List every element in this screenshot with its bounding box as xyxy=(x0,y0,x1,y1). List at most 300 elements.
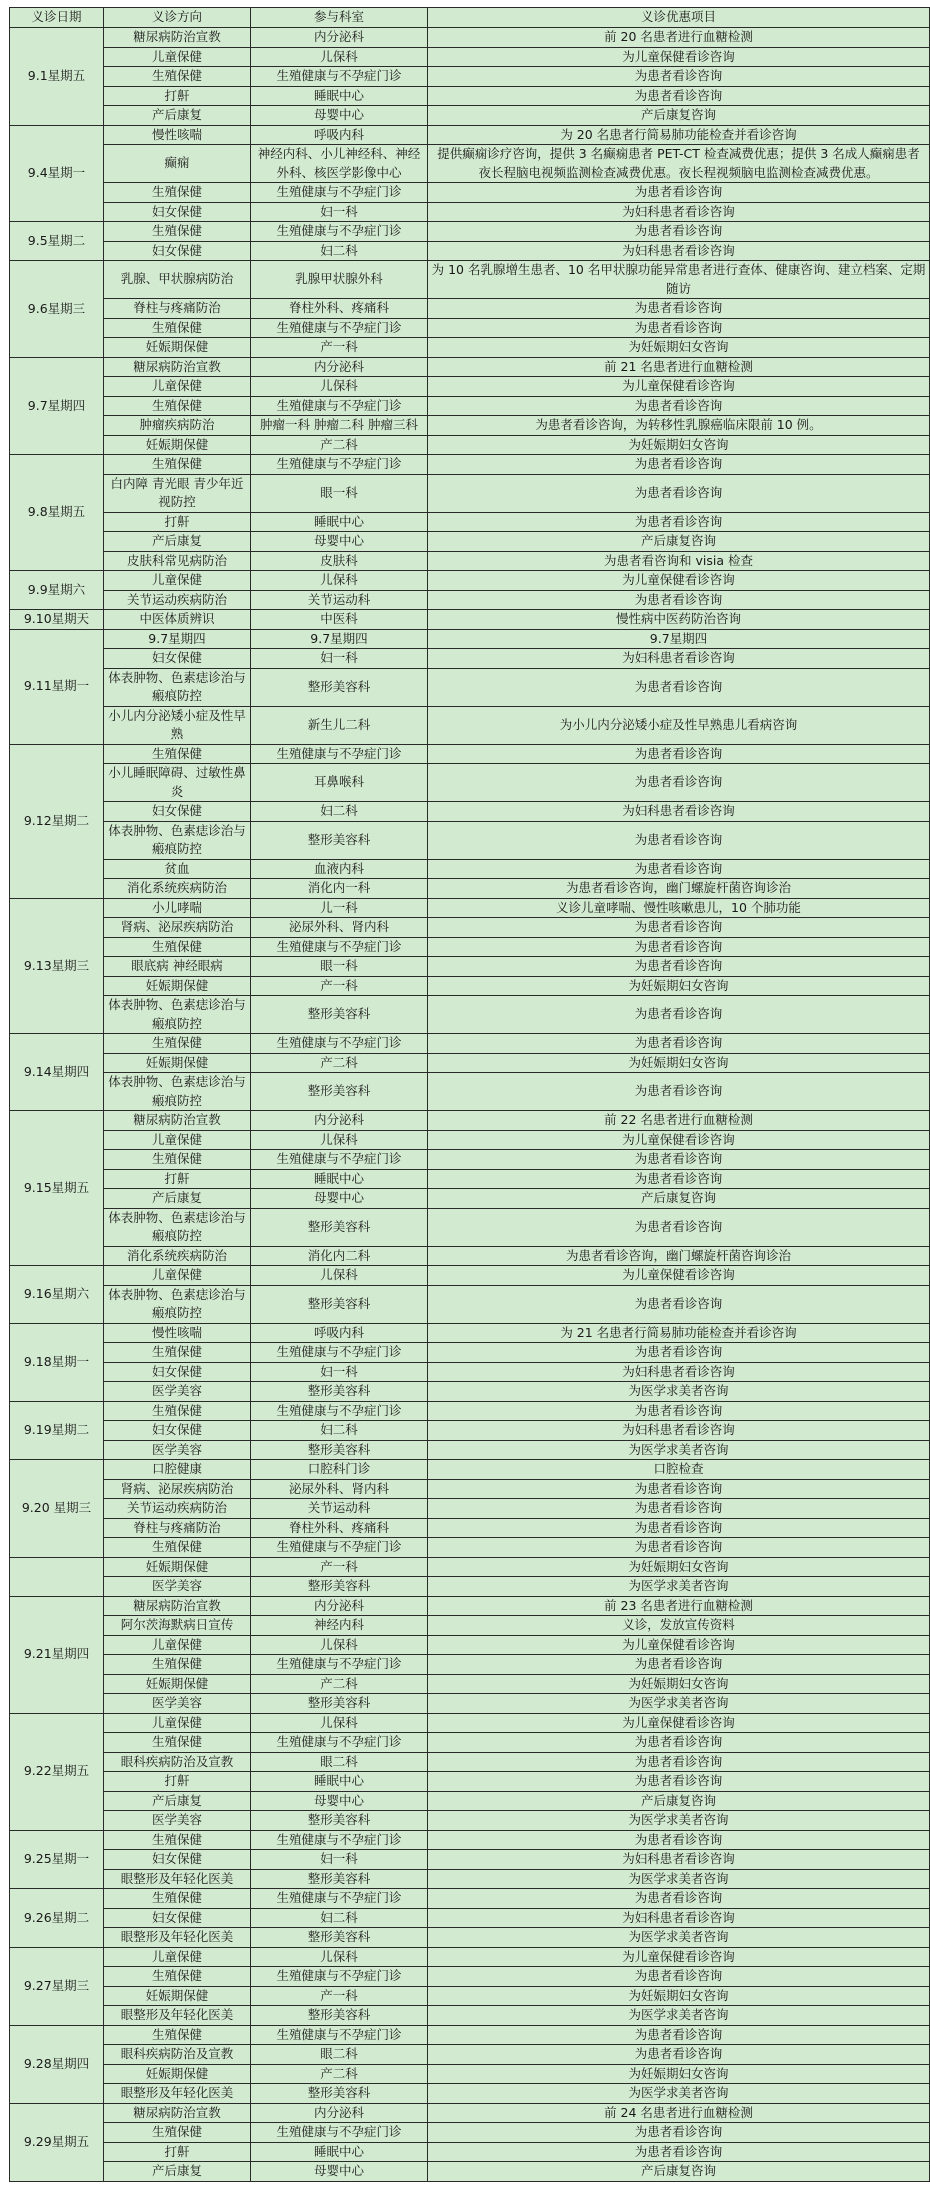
table-row xyxy=(10,2006,930,2026)
date-cell: 9.13星期三 xyxy=(10,898,104,1034)
table-row xyxy=(10,1752,930,1772)
offer-cell: 为妊娠期妇女咨询 xyxy=(428,1986,930,2006)
offer-cell: 为患者看诊咨询，幽门螺旋杆菌咨询诊治 xyxy=(428,879,930,899)
direction-cell: 产后康复 xyxy=(104,532,251,552)
table-row xyxy=(10,1285,930,1323)
direction-cell: 生殖保健 xyxy=(104,1733,251,1753)
table-row xyxy=(10,1596,930,1616)
offer-cell: 为患者看诊咨询 xyxy=(428,821,930,859)
department-cell: 泌尿外科、肾内科 xyxy=(251,918,428,938)
department-cell: 消化内二科 xyxy=(251,1246,428,1266)
offer-cell: 口腔检查 xyxy=(428,1460,930,1480)
department-cell: 整形美容科 xyxy=(251,668,428,706)
direction-cell: 医学美容 xyxy=(104,1440,251,1460)
offer-cell: 为医学求美者咨询 xyxy=(428,1382,930,1402)
offer-cell: 为患者看诊咨询 xyxy=(428,2142,930,2162)
offer-cell: 为患者看诊咨询 xyxy=(428,512,930,532)
department-cell: 母婴中心 xyxy=(251,1791,428,1811)
table-row xyxy=(10,338,930,358)
table-row xyxy=(10,1557,930,1577)
date-cell: 9.7星期四 xyxy=(10,357,104,455)
offer-cell: 为医学求美者咨询 xyxy=(428,1869,930,1889)
table-row xyxy=(10,455,930,475)
department-cell: 内分泌科 xyxy=(251,1596,428,1616)
header-date: 义诊日期 xyxy=(10,8,104,28)
table-row xyxy=(10,1323,930,1343)
direction-cell: 消化系统疾病防治 xyxy=(104,879,251,899)
table-row xyxy=(10,1111,930,1131)
department-cell: 睡眠中心 xyxy=(251,2142,428,2162)
offer-cell: 为妇科患者看诊咨询 xyxy=(428,1362,930,1382)
table-row xyxy=(10,28,930,48)
table-row xyxy=(10,976,930,996)
direction-cell: 体表肿物、色素痣诊治与瘢痕防控 xyxy=(104,1285,251,1323)
offer-cell: 为妊娠期妇女咨询 xyxy=(428,1053,930,1073)
department-cell: 整形美容科 xyxy=(251,1208,428,1246)
offer-cell: 义诊，发放宣传资料 xyxy=(428,1616,930,1636)
department-cell: 产一科 xyxy=(251,1557,428,1577)
table-row xyxy=(10,2025,930,2045)
direction-cell: 生殖保健 xyxy=(104,1401,251,1421)
direction-cell: 打鼾 xyxy=(104,512,251,532)
table-row xyxy=(10,1577,930,1597)
table-row xyxy=(10,299,930,319)
offer-cell: 产后康复咨询 xyxy=(428,2162,930,2182)
direction-cell: 儿童保健 xyxy=(104,1266,251,1286)
offer-cell: 9.7星期四 xyxy=(428,629,930,649)
department-cell: 皮肤科 xyxy=(251,551,428,571)
direction-cell: 打鼾 xyxy=(104,1772,251,1792)
department-cell: 产二科 xyxy=(251,1674,428,1694)
department-cell: 睡眠中心 xyxy=(251,1772,428,1792)
department-cell: 耳鼻喉科 xyxy=(251,764,428,802)
department-cell: 关节运动科 xyxy=(251,1499,428,1519)
department-cell: 产一科 xyxy=(251,976,428,996)
direction-cell: 打鼾 xyxy=(104,86,251,106)
offer-cell: 为患者看诊咨询 xyxy=(428,1401,930,1421)
offer-cell: 前 20 名患者进行血糖检测 xyxy=(428,28,930,48)
offer-cell: 为患者看诊咨询 xyxy=(428,1479,930,1499)
table-row xyxy=(10,318,930,338)
table-row xyxy=(10,1967,930,1987)
offer-cell: 为患者看诊咨询 xyxy=(428,1752,930,1772)
direction-cell: 小儿睡眠障碍、过敏性鼻炎 xyxy=(104,764,251,802)
date-cell: 9.9星期六 xyxy=(10,571,104,610)
table-row xyxy=(10,1266,930,1286)
department-cell: 生殖健康与不孕症门诊 xyxy=(251,183,428,203)
table-row xyxy=(10,802,930,822)
direction-cell: 肿瘤疾病防治 xyxy=(104,416,251,436)
department-cell: 9.7星期四 xyxy=(251,629,428,649)
department-cell: 关节运动科 xyxy=(251,590,428,610)
table-header-row xyxy=(10,8,930,28)
direction-cell: 儿童保健 xyxy=(104,1635,251,1655)
direction-cell: 白内障 青光眼 青少年近视防控 xyxy=(104,474,251,512)
direction-cell: 儿童保健 xyxy=(104,571,251,591)
date-cell: 9.21星期四 xyxy=(10,1596,104,1713)
department-cell: 脊柱外科、疼痛科 xyxy=(251,299,428,319)
date-cell: 9.4星期一 xyxy=(10,125,104,222)
table-row xyxy=(10,241,930,261)
offer-cell: 为妊娠期妇女咨询 xyxy=(428,1557,930,1577)
table-row xyxy=(10,396,930,416)
table-row xyxy=(10,1830,930,1850)
direction-cell: 打鼾 xyxy=(104,2142,251,2162)
offer-cell: 为妇科患者看诊咨询 xyxy=(428,241,930,261)
table-row xyxy=(10,571,930,591)
department-cell: 妇一科 xyxy=(251,1850,428,1870)
offer-cell: 为患者看诊咨询 xyxy=(428,1169,930,1189)
offer-cell: 为患者看诊咨询 xyxy=(428,1733,930,1753)
department-cell: 生殖健康与不孕症门诊 xyxy=(251,1655,428,1675)
department-cell: 儿保科 xyxy=(251,1947,428,1967)
direction-cell: 妊娠期保健 xyxy=(104,1557,251,1577)
direction-cell: 生殖保健 xyxy=(104,1150,251,1170)
direction-cell: 生殖保健 xyxy=(104,222,251,242)
direction-cell: 打鼾 xyxy=(104,1169,251,1189)
department-cell: 肿瘤一科 肿瘤二科 肿瘤三科 xyxy=(251,416,428,436)
department-cell: 生殖健康与不孕症门诊 xyxy=(251,2025,428,2045)
direction-cell: 产后康复 xyxy=(104,106,251,126)
department-cell: 生殖健康与不孕症门诊 xyxy=(251,1538,428,1558)
offer-cell: 为妊娠期妇女咨询 xyxy=(428,976,930,996)
date-cell: 9.1星期五 xyxy=(10,28,104,126)
table-row xyxy=(10,2045,930,2065)
table-row xyxy=(10,706,930,744)
table-row xyxy=(10,47,930,67)
offer-cell: 为妊娠期妇女咨询 xyxy=(428,2064,930,2084)
date-cell: 9.29星期五 xyxy=(10,2103,104,2181)
table-row xyxy=(10,222,930,242)
offer-cell: 为患者看诊咨询 xyxy=(428,1538,930,1558)
offer-cell: 为患者看诊咨询 xyxy=(428,1889,930,1909)
offer-cell: 为儿童保健看诊咨询 xyxy=(428,47,930,67)
direction-cell: 生殖保健 xyxy=(104,67,251,87)
offer-cell: 慢性病中医药防治咨询 xyxy=(428,610,930,630)
direction-cell: 消化系统疾病防治 xyxy=(104,1246,251,1266)
offer-cell: 为患者看诊咨询 xyxy=(428,183,930,203)
department-cell: 母婴中心 xyxy=(251,532,428,552)
department-cell: 生殖健康与不孕症门诊 xyxy=(251,396,428,416)
offer-cell: 为儿童保健看诊咨询 xyxy=(428,377,930,397)
department-cell: 儿保科 xyxy=(251,1635,428,1655)
offer-cell: 为儿童保健看诊咨询 xyxy=(428,571,930,591)
table-row xyxy=(10,590,930,610)
department-cell: 产二科 xyxy=(251,2064,428,2084)
offer-cell: 为患者看诊咨询 xyxy=(428,455,930,475)
department-cell: 呼吸内科 xyxy=(251,125,428,145)
offer-cell: 为患者看诊咨询 xyxy=(428,1208,930,1246)
offer-cell: 为患者看诊咨询 xyxy=(428,859,930,879)
department-cell: 泌尿外科、肾内科 xyxy=(251,1479,428,1499)
direction-cell: 妊娠期保健 xyxy=(104,435,251,455)
department-cell: 母婴中心 xyxy=(251,1189,428,1209)
department-cell: 儿保科 xyxy=(251,571,428,591)
table-row xyxy=(10,1889,930,1909)
date-cell: 9.19星期二 xyxy=(10,1401,104,1460)
table-row xyxy=(10,261,930,299)
direction-cell: 糖尿病防治宣教 xyxy=(104,28,251,48)
offer-cell: 提供癫痫诊疗咨询，提供 3 名癫痫患者 PET-CT 检查减费优惠；提供 3 名成人癫痫患者夜长程脑电视频监测检查减费优惠。夜长程视频脑电监测检查减费优惠。 xyxy=(428,145,930,183)
offer-cell: 为小儿内分泌矮小症及性早熟患儿看病咨询 xyxy=(428,706,930,744)
date-cell: 9.20 星期三 xyxy=(10,1460,104,1558)
table-row xyxy=(10,1811,930,1831)
direction-cell: 医学美容 xyxy=(104,1382,251,1402)
direction-cell: 儿童保健 xyxy=(104,1713,251,1733)
offer-cell: 为妇科患者看诊咨询 xyxy=(428,802,930,822)
direction-cell: 产后康复 xyxy=(104,2162,251,2182)
direction-cell: 医学美容 xyxy=(104,1694,251,1714)
table-row xyxy=(10,668,930,706)
table-row xyxy=(10,1073,930,1111)
department-cell: 生殖健康与不孕症门诊 xyxy=(251,1401,428,1421)
direction-cell: 儿童保健 xyxy=(104,377,251,397)
table-row xyxy=(10,1208,930,1246)
direction-cell: 妊娠期保健 xyxy=(104,1674,251,1694)
department-cell: 整形美容科 xyxy=(251,821,428,859)
offer-cell: 为患者看诊咨询 xyxy=(428,590,930,610)
direction-cell: 儿童保健 xyxy=(104,1947,251,1967)
table-row xyxy=(10,996,930,1034)
direction-cell: 生殖保健 xyxy=(104,396,251,416)
table-row xyxy=(10,898,930,918)
header-direction: 义诊方向 xyxy=(104,8,251,28)
department-cell: 生殖健康与不孕症门诊 xyxy=(251,318,428,338)
direction-cell: 妇女保健 xyxy=(104,649,251,669)
table-row xyxy=(10,1908,930,1928)
department-cell: 整形美容科 xyxy=(251,996,428,1034)
department-cell: 睡眠中心 xyxy=(251,512,428,532)
offer-cell: 为患者看诊咨询 xyxy=(428,957,930,977)
offer-cell: 为医学求美者咨询 xyxy=(428,1694,930,1714)
department-cell: 生殖健康与不孕症门诊 xyxy=(251,67,428,87)
offer-cell: 为患者看诊咨询 xyxy=(428,1343,930,1363)
direction-cell: 生殖保健 xyxy=(104,1655,251,1675)
direction-cell: 癫痫 xyxy=(104,145,251,183)
direction-cell: 中医体质辨识 xyxy=(104,610,251,630)
offer-cell: 为患者看诊咨询 xyxy=(428,396,930,416)
offer-cell: 为妊娠期妇女咨询 xyxy=(428,1674,930,1694)
table-row xyxy=(10,610,930,630)
department-cell: 生殖健康与不孕症门诊 xyxy=(251,1967,428,1987)
offer-cell: 为医学求美者咨询 xyxy=(428,1811,930,1831)
department-cell: 儿保科 xyxy=(251,1266,428,1286)
date-cell: 9.26星期二 xyxy=(10,1889,104,1948)
department-cell: 妇二科 xyxy=(251,241,428,261)
table-row xyxy=(10,1772,930,1792)
table-row xyxy=(10,125,930,145)
date-cell: 9.27星期三 xyxy=(10,1947,104,2025)
table-row xyxy=(10,2064,930,2084)
direction-cell: 儿童保健 xyxy=(104,47,251,67)
offer-cell: 为患者看诊咨询 xyxy=(428,2045,930,2065)
department-cell: 母婴中心 xyxy=(251,106,428,126)
offer-cell: 为患者看诊咨询 xyxy=(428,2025,930,2045)
department-cell: 妇一科 xyxy=(251,1362,428,1382)
direction-cell: 脊柱与疼痛防治 xyxy=(104,1518,251,1538)
direction-cell: 小儿内分泌矮小症及性早熟 xyxy=(104,706,251,744)
table-row xyxy=(10,1986,930,2006)
header-department: 参与科室 xyxy=(251,8,428,28)
direction-cell: 体表肿物、色素痣诊治与瘢痕防控 xyxy=(104,1073,251,1111)
table-row xyxy=(10,202,930,222)
direction-cell: 妇女保健 xyxy=(104,1421,251,1441)
offer-cell: 为患者看诊咨询 xyxy=(428,1285,930,1323)
table-row xyxy=(10,1928,930,1948)
department-cell: 整形美容科 xyxy=(251,2084,428,2104)
direction-cell: 妇女保健 xyxy=(104,1908,251,1928)
offer-cell: 前 22 名患者进行血糖检测 xyxy=(428,1111,930,1131)
date-cell: 9.25星期一 xyxy=(10,1830,104,1889)
offer-cell: 为患者看诊咨询 xyxy=(428,1073,930,1111)
direction-cell: 生殖保健 xyxy=(104,1538,251,1558)
table-row xyxy=(10,1635,930,1655)
department-cell: 整形美容科 xyxy=(251,1577,428,1597)
department-cell: 妇二科 xyxy=(251,1421,428,1441)
offer-cell: 为妇科患者看诊咨询 xyxy=(428,649,930,669)
direction-cell: 妊娠期保健 xyxy=(104,338,251,358)
direction-cell: 生殖保健 xyxy=(104,2123,251,2143)
department-cell: 产一科 xyxy=(251,1986,428,2006)
table-row xyxy=(10,918,930,938)
offer-cell: 为患者看诊咨询 xyxy=(428,1150,930,1170)
direction-cell: 眼整形及年轻化医美 xyxy=(104,1869,251,1889)
direction-cell: 妇女保健 xyxy=(104,202,251,222)
department-cell: 眼一科 xyxy=(251,957,428,977)
department-cell: 生殖健康与不孕症门诊 xyxy=(251,1034,428,1054)
offer-cell: 为患者看诊咨询 xyxy=(428,1772,930,1792)
direction-cell: 糖尿病防治宣教 xyxy=(104,1596,251,1616)
date-cell: 9.5星期二 xyxy=(10,222,104,261)
department-cell: 产二科 xyxy=(251,1053,428,1073)
direction-cell: 生殖保健 xyxy=(104,2025,251,2045)
department-cell: 神经内科 xyxy=(251,1616,428,1636)
department-cell: 口腔科门诊 xyxy=(251,1460,428,1480)
table-row xyxy=(10,1538,930,1558)
offer-cell: 前 23 名患者进行血糖检测 xyxy=(428,1596,930,1616)
direction-cell: 产后康复 xyxy=(104,1791,251,1811)
offer-cell: 为 10 名乳腺增生患者、10 名甲状腺功能异常患者进行查体、健康咨询、建立档案、定期随访 xyxy=(428,261,930,299)
direction-cell: 体表肿物、色素痣诊治与瘢痕防控 xyxy=(104,668,251,706)
department-cell: 整形美容科 xyxy=(251,2006,428,2026)
department-cell: 整形美容科 xyxy=(251,1382,428,1402)
offer-cell: 为患者看诊咨询 xyxy=(428,1655,930,1675)
department-cell: 血液内科 xyxy=(251,859,428,879)
direction-cell: 体表肿物、色素痣诊治与瘢痕防控 xyxy=(104,996,251,1034)
offer-cell: 为妇科患者看诊咨询 xyxy=(428,202,930,222)
department-cell: 脊柱外科、疼痛科 xyxy=(251,1518,428,1538)
direction-cell: 生殖保健 xyxy=(104,183,251,203)
offer-cell: 为患者看诊咨询，幽门螺旋杆菌咨询诊治 xyxy=(428,1246,930,1266)
table-row xyxy=(10,937,930,957)
table-row xyxy=(10,764,930,802)
offer-cell: 为患者看诊咨询，为转移性乳腺癌临床限前 10 例。 xyxy=(428,416,930,436)
department-cell: 整形美容科 xyxy=(251,1073,428,1111)
direction-cell: 生殖保健 xyxy=(104,744,251,764)
direction-cell: 眼整形及年轻化医美 xyxy=(104,2084,251,2104)
offer-cell: 为医学求美者咨询 xyxy=(428,1928,930,1948)
offer-cell: 为 20 名患者行简易肺功能检查并看诊咨询 xyxy=(428,125,930,145)
date-cell xyxy=(10,1557,104,1596)
offer-cell: 为 21 名患者行简易肺功能检查并看诊咨询 xyxy=(428,1323,930,1343)
table-row xyxy=(10,2084,930,2104)
department-cell: 儿保科 xyxy=(251,47,428,67)
table-row xyxy=(10,2142,930,2162)
department-cell: 整形美容科 xyxy=(251,1811,428,1831)
offer-cell: 为患者看诊咨询 xyxy=(428,299,930,319)
offer-cell: 为儿童保健看诊咨询 xyxy=(428,1713,930,1733)
offer-cell: 为患者看诊咨询 xyxy=(428,937,930,957)
department-cell: 消化内一科 xyxy=(251,879,428,899)
offer-cell: 为妇科患者看诊咨询 xyxy=(428,1421,930,1441)
direction-cell: 生殖保健 xyxy=(104,1343,251,1363)
offer-cell: 为患者看诊咨询 xyxy=(428,1967,930,1987)
table-row xyxy=(10,67,930,87)
table-row xyxy=(10,1150,930,1170)
table-row xyxy=(10,1382,930,1402)
department-cell: 妇一科 xyxy=(251,649,428,669)
department-cell: 乳腺甲状腺外科 xyxy=(251,261,428,299)
offer-cell: 为医学求美者咨询 xyxy=(428,2006,930,2026)
offer-cell: 为医学求美者咨询 xyxy=(428,1440,930,1460)
direction-cell: 皮肤科常见病防治 xyxy=(104,551,251,571)
table-row xyxy=(10,1401,930,1421)
department-cell: 生殖健康与不孕症门诊 xyxy=(251,1343,428,1363)
direction-cell: 关节运动疾病防治 xyxy=(104,590,251,610)
offer-cell: 为患者看诊咨询 xyxy=(428,1518,930,1538)
table-row xyxy=(10,106,930,126)
offer-cell: 为儿童保健看诊咨询 xyxy=(428,1266,930,1286)
department-cell: 眼一科 xyxy=(251,474,428,512)
table-row xyxy=(10,435,930,455)
table-row xyxy=(10,145,930,183)
offer-cell: 为患者看诊咨询 xyxy=(428,318,930,338)
table-row xyxy=(10,532,930,552)
table-row xyxy=(10,416,930,436)
date-cell: 9.14星期四 xyxy=(10,1034,104,1111)
direction-cell: 9.7星期四 xyxy=(104,629,251,649)
table-row xyxy=(10,2103,930,2123)
department-cell: 生殖健康与不孕症门诊 xyxy=(251,2123,428,2143)
table-row xyxy=(10,744,930,764)
offer-cell: 为医学求美者咨询 xyxy=(428,2084,930,2104)
table-row xyxy=(10,1518,930,1538)
date-cell: 9.8星期五 xyxy=(10,455,104,571)
direction-cell: 产后康复 xyxy=(104,1189,251,1209)
offer-cell: 为患者看诊咨询 xyxy=(428,1830,930,1850)
clinic-schedule-table xyxy=(9,7,930,2182)
table-row xyxy=(10,629,930,649)
department-cell: 眼二科 xyxy=(251,1752,428,1772)
direction-cell: 生殖保健 xyxy=(104,1967,251,1987)
direction-cell: 眼整形及年轻化医美 xyxy=(104,1928,251,1948)
offer-cell: 为患者看诊咨询 xyxy=(428,1034,930,1054)
table-row xyxy=(10,512,930,532)
direction-cell: 妇女保健 xyxy=(104,1362,251,1382)
table-row xyxy=(10,1440,930,1460)
direction-cell: 慢性咳喘 xyxy=(104,1323,251,1343)
department-cell: 妇二科 xyxy=(251,802,428,822)
department-cell: 呼吸内科 xyxy=(251,1323,428,1343)
table-row xyxy=(10,1421,930,1441)
department-cell: 睡眠中心 xyxy=(251,1169,428,1189)
table-row xyxy=(10,1713,930,1733)
table-row xyxy=(10,1130,930,1150)
direction-cell: 阿尔茨海默病日宣传 xyxy=(104,1616,251,1636)
direction-cell: 生殖保健 xyxy=(104,455,251,475)
offer-cell: 为妊娠期妇女咨询 xyxy=(428,338,930,358)
table-row xyxy=(10,1616,930,1636)
